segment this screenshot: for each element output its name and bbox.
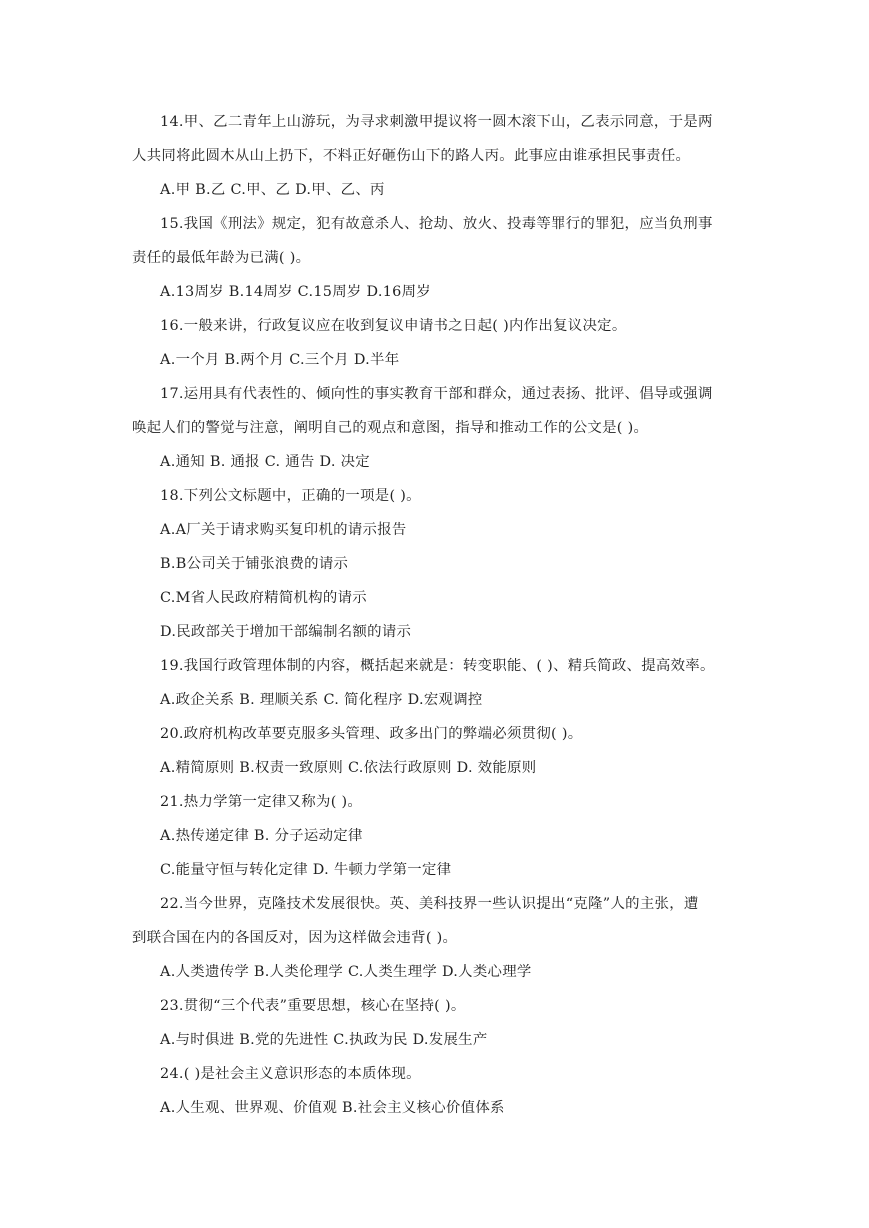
question-23-line-1: 23.贯彻“三个代表”重要思想，核心在坚持( )。 (160, 998, 466, 1014)
question-22-line-2: 到联合国在内的各国反对，因为这样做会违背( )。 (132, 930, 458, 946)
question-24-options: A.人生观、世界观、价值观 B.社会主义核心价值体系 (160, 1100, 505, 1116)
question-22-line-1: 22.当今世界，克隆技术发展很快。英、美科技界一些认识提出“克隆”人的主张，遭 (160, 896, 699, 912)
question-20-options: A.精简原则 B.权责一致原则 C.依法行政原则 D. 效能原则 (160, 760, 537, 776)
question-18-option-d: D.民政部关于增加干部编制名额的请示 (160, 624, 412, 640)
question-19-line-1: 19.我国行政管理体制的内容，概括起来就是：转变职能、( )、精兵简政、提高效率。 (160, 658, 715, 674)
question-16-line-1: 16.一般来讲，行政复议应在收到复议申请书之日起( )内作出复议决定。 (160, 318, 627, 334)
question-14-line-1: 14.甲、乙二青年上山游玩，为寻求刺激甲提议将一圆木滚下山，乙表示同意，于是两 (160, 114, 713, 130)
question-20-line-1: 20.政府机构改革要克服多头管理、政多出门的弊端必须贯彻( )。 (160, 726, 583, 742)
question-21-options-ab: A.热传递定律 B. 分子运动定律 (160, 828, 363, 844)
question-14-options: A.甲 B.乙 C.甲、乙 D.甲、乙、丙 (160, 182, 385, 198)
question-18-option-c: C.M省人民政府精简机构的请示 (160, 590, 367, 606)
question-15-line-2: 责任的最低年龄为已满( )。 (132, 250, 311, 266)
question-17-line-1: 17.运用具有代表性的、倾向性的事实教育干部和群众，通过表扬、批评、倡导或强调 (160, 386, 713, 402)
question-15-options: A.13周岁 B.14周岁 C.15周岁 D.16周岁 (160, 284, 431, 300)
question-18-option-b: B.B公司关于铺张浪费的请示 (160, 556, 349, 572)
question-17-line-2: 唤起人们的警觉与注意，阐明自己的观点和意图，指导和推动工作的公文是( )。 (132, 420, 649, 436)
question-18-option-a: A.A厂关于请求购买复印机的请示报告 (160, 522, 407, 538)
question-15-line-1: 15.我国《刑法》规定，犯有故意杀人、抢劫、放火、投毒等罪行的罪犯，应当负刑事 (160, 216, 713, 232)
question-22-options: A.人类遗传学 B.人类伦理学 C.人类生理学 D.人类心理学 (160, 964, 532, 980)
question-19-options: A.政企关系 B. 理顺关系 C. 简化程序 D.宏观调控 (160, 692, 483, 708)
question-23-options: A.与时俱进 B.党的先进性 C.执政为民 D.发展生产 (160, 1032, 488, 1048)
question-16-options: A.一个月 B.两个月 C.三个月 D.半年 (160, 352, 400, 368)
question-14-line-2: 人共同将此圆木从山上扔下，不料正好砸伤山下的路人丙。此事应由谁承担民事责任。 (132, 148, 691, 164)
question-21-line-1: 21.热力学第一定律又称为( )。 (160, 794, 363, 810)
question-21-options-cd: C.能量守恒与转化定律 D. 牛顿力学第一定律 (160, 862, 452, 878)
question-18-line-1: 18.下列公文标题中，正确的一项是( )。 (160, 488, 421, 504)
question-24-line-1: 24.( )是社会主义意识形态的本质体现。 (160, 1066, 421, 1082)
question-17-options: A.通知 B. 通报 C. 通告 D. 决定 (160, 454, 370, 470)
